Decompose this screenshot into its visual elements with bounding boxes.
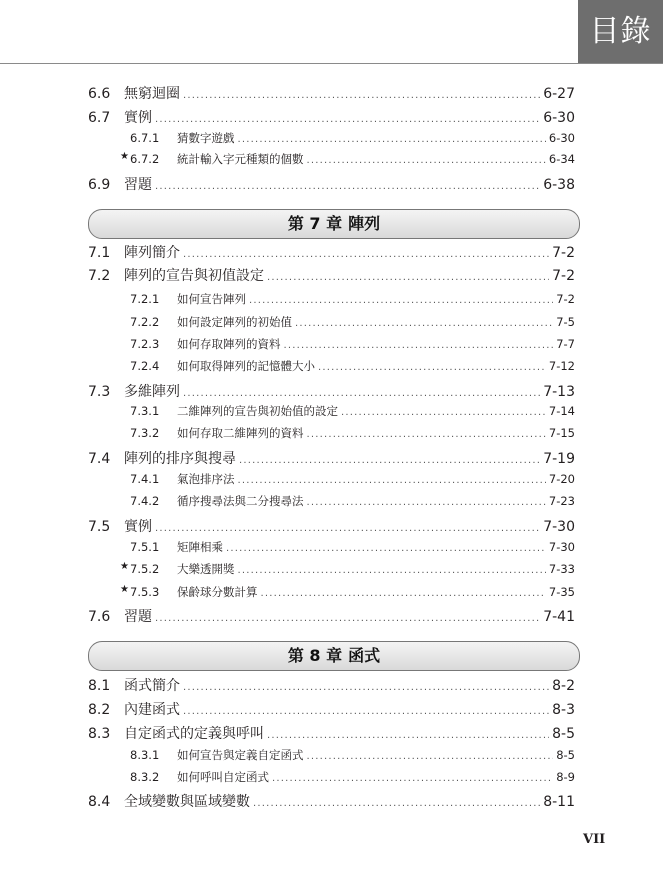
star-icon: ★ — [120, 584, 129, 595]
dot-leader — [307, 751, 554, 762]
dot-leader — [307, 429, 546, 440]
entry-title: 習題 — [124, 609, 152, 625]
toc-subentry — [120, 151, 575, 169]
entry-number: 6.7.2 — [130, 152, 160, 166]
entry-page: 7-2 — [552, 245, 575, 261]
toc-subentry — [130, 769, 575, 787]
section-tab: 目錄 — [578, 0, 663, 63]
entry-number: 7.3 — [88, 384, 111, 400]
dot-leader — [183, 249, 549, 260]
entry-page: 6-30 — [548, 131, 575, 145]
entry-page: 7-2 — [556, 292, 575, 306]
dot-leader — [238, 475, 546, 486]
chapter-name: 陣列 — [348, 214, 381, 233]
dot-leader — [155, 114, 540, 125]
toc-entry — [88, 242, 575, 262]
entry-title: 氣泡排序法 — [177, 472, 235, 486]
toc-entry — [88, 265, 575, 285]
toc-subentry — [130, 336, 575, 354]
entry-page: 7-14 — [548, 404, 575, 418]
entry-number: 7.4.2 — [130, 494, 160, 508]
entry-page: 8-3 — [552, 702, 575, 718]
entry-title: 統計輸入字元種類的個數 — [177, 152, 304, 166]
entry-number: 6.7 — [88, 110, 111, 126]
toc-entry — [88, 174, 575, 194]
entry-number: 8.4 — [88, 794, 111, 810]
dot-leader — [183, 388, 540, 399]
entry-page: 7-2 — [552, 268, 575, 284]
dot-leader — [226, 543, 546, 554]
dot-leader — [341, 407, 546, 418]
entry-number: 7.4.1 — [130, 472, 160, 486]
entry-title: 大樂透開獎 — [177, 562, 235, 576]
entry-number: 7.2.1 — [130, 292, 160, 306]
dot-leader — [239, 455, 540, 466]
entry-title: 內建函式 — [124, 702, 180, 718]
toc-entry — [88, 723, 575, 743]
page-number: VII — [583, 832, 606, 847]
toc-subentry — [130, 291, 575, 309]
entry-page: 7-5 — [556, 315, 575, 329]
entry-number: 7.6 — [88, 609, 111, 625]
chapter-heading — [88, 641, 580, 671]
entry-title: 函式簡介 — [124, 678, 180, 694]
entry-number: 7.2.3 — [130, 337, 160, 351]
toc-subentry — [130, 403, 575, 421]
entry-title: 習題 — [124, 177, 152, 193]
dot-leader — [155, 523, 540, 534]
entry-title: 實例 — [124, 519, 152, 535]
entry-page: 7-33 — [548, 562, 575, 576]
entry-number: 7.2.4 — [130, 359, 160, 373]
toc-entry — [88, 606, 575, 626]
entry-page: 7-30 — [548, 540, 575, 554]
entry-title: 實例 — [124, 110, 152, 126]
entry-page: 6-27 — [543, 86, 575, 102]
dot-leader — [155, 613, 540, 624]
entry-page: 7-12 — [548, 359, 575, 373]
entry-number: 7.2 — [88, 268, 111, 284]
entry-number: 7.1 — [88, 245, 111, 261]
dot-leader — [307, 497, 546, 508]
toc-entry — [88, 107, 575, 127]
entry-page: 7-7 — [556, 337, 575, 351]
dot-leader — [295, 318, 553, 329]
toc-subentry — [130, 493, 575, 511]
toc-entry — [88, 448, 575, 468]
dot-leader — [307, 155, 546, 166]
entry-page: 7-41 — [543, 609, 575, 625]
entry-title: 如何設定陣列的初始值 — [177, 315, 292, 329]
entry-title: 陣列簡介 — [124, 245, 180, 261]
entry-number: 7.5.3 — [130, 585, 160, 599]
entry-title: 多維陣列 — [124, 384, 180, 400]
entry-title: 陣列的宣告與初值設定 — [124, 268, 264, 284]
entry-page: 8-2 — [552, 678, 575, 694]
entry-title: 無窮迴圈 — [124, 86, 180, 102]
entry-title: 如何存取二維陣列的資料 — [177, 426, 304, 440]
toc-subentry — [130, 425, 575, 443]
dot-leader — [267, 272, 549, 283]
dot-leader — [238, 134, 546, 145]
entry-number: 7.5 — [88, 519, 111, 535]
entry-title: 二維陣列的宣告與初始值的設定 — [177, 404, 338, 418]
dot-leader — [183, 706, 549, 717]
toc-subentry — [130, 130, 575, 148]
dot-leader — [183, 90, 540, 101]
toc-subentry — [130, 358, 575, 376]
toc-entry — [88, 381, 575, 401]
entry-number: 6.9 — [88, 177, 111, 193]
entry-title: 矩陣相乘 — [177, 540, 223, 554]
entry-title: 如何宣告與定義自定函式 — [177, 748, 304, 762]
dot-leader — [249, 295, 553, 306]
entry-page: 7-23 — [548, 494, 575, 508]
entry-page: 6-30 — [543, 110, 575, 126]
toc-entry — [88, 675, 575, 695]
dot-leader — [284, 340, 554, 351]
entry-number: 7.4 — [88, 451, 111, 467]
entry-number: 7.5.2 — [130, 562, 160, 576]
toc-subentry — [120, 561, 575, 579]
toc-entry — [88, 516, 575, 536]
dot-leader — [261, 588, 546, 599]
entry-number: 8.3.1 — [130, 748, 160, 762]
entry-number: 7.2.2 — [130, 315, 160, 329]
entry-page: 8-11 — [543, 794, 575, 810]
entry-number: 8.2 — [88, 702, 111, 718]
toc-entry — [88, 791, 575, 811]
entry-title: 如何存取陣列的資料 — [177, 337, 281, 351]
entry-page: 7-20 — [548, 472, 575, 486]
dot-leader — [238, 565, 546, 576]
toc-subentry — [120, 584, 575, 602]
toc-subentry — [130, 747, 575, 765]
entry-title: 如何宣告陣列 — [177, 292, 246, 306]
dot-leader — [155, 181, 540, 192]
entry-title: 循序搜尋法與二分搜尋法 — [177, 494, 304, 508]
entry-page: 7-35 — [548, 585, 575, 599]
entry-number: 8.3.2 — [130, 770, 160, 784]
entry-page: 7-15 — [548, 426, 575, 440]
entry-title: 自定函式的定義與呼叫 — [124, 726, 264, 742]
header-rule — [0, 63, 663, 64]
toc-subentry — [130, 314, 575, 332]
toc-subentry — [130, 539, 575, 557]
chapter-label: 第 7 章 — [287, 214, 343, 233]
dot-leader — [267, 730, 549, 741]
dot-leader — [318, 362, 546, 373]
entry-title: 陣列的排序與搜尋 — [124, 451, 236, 467]
dot-leader — [253, 798, 540, 809]
entry-number: 8.3 — [88, 726, 111, 742]
entry-page: 7-13 — [543, 384, 575, 400]
entry-number: 7.3.2 — [130, 426, 160, 440]
entry-page: 8-5 — [556, 748, 575, 762]
entry-title: 猜數字遊戲 — [177, 131, 235, 145]
entry-page: 7-19 — [543, 451, 575, 467]
chapter-name: 函式 — [348, 646, 381, 665]
entry-number: 6.6 — [88, 86, 111, 102]
entry-page: 6-34 — [548, 152, 575, 166]
toc-subentry — [130, 471, 575, 489]
star-icon: ★ — [120, 151, 129, 162]
entry-title: 如何呼叫自定函式 — [177, 770, 269, 784]
dot-leader — [183, 682, 549, 693]
entry-title: 全域變數與區域變數 — [124, 794, 250, 810]
toc-entry — [88, 83, 575, 103]
toc-entry — [88, 699, 575, 719]
entry-page: 7-30 — [543, 519, 575, 535]
entry-number: 7.3.1 — [130, 404, 160, 418]
entry-page: 6-38 — [543, 177, 575, 193]
entry-number: 7.5.1 — [130, 540, 160, 554]
entry-title: 保齡球分數計算 — [177, 585, 258, 599]
entry-title: 如何取得陣列的記憶體大小 — [177, 359, 315, 373]
chapter-heading — [88, 209, 580, 239]
dot-leader — [272, 773, 553, 784]
star-icon: ★ — [120, 561, 129, 572]
entry-number: 8.1 — [88, 678, 111, 694]
chapter-label: 第 8 章 — [287, 646, 343, 665]
entry-page: 8-5 — [552, 726, 575, 742]
entry-number: 6.7.1 — [130, 131, 160, 145]
entry-page: 8-9 — [556, 770, 575, 784]
